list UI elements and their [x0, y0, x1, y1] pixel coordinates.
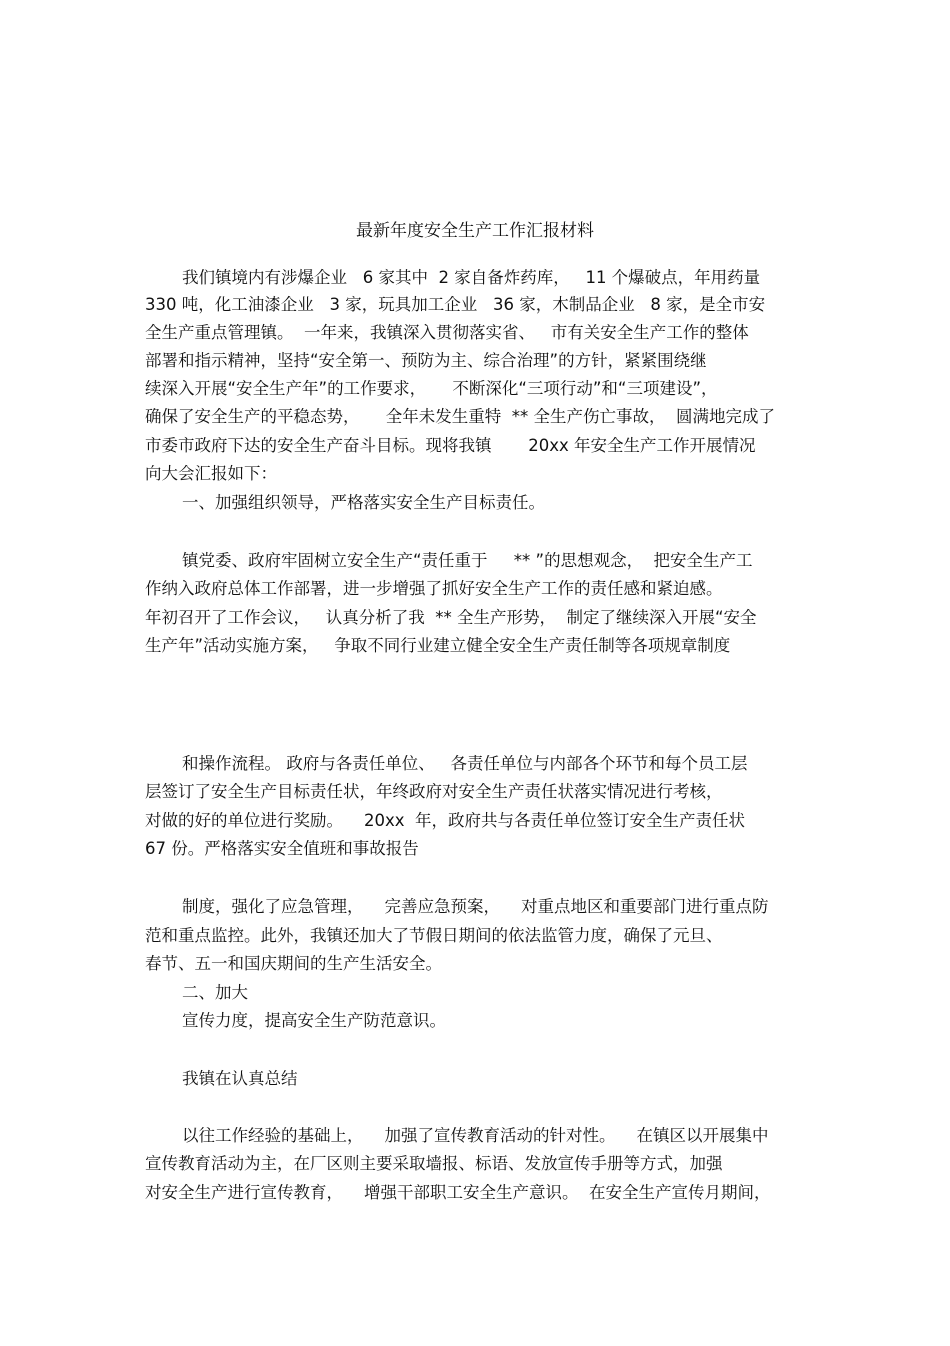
paragraph-line: 向大会汇报如下： [145, 464, 277, 483]
paragraph-line: 对安全生产进行宣传教育， 增强干部职工安全生产意识。 在安全生产宣传月期间， [145, 1183, 771, 1202]
paragraph-line: 层签订了安全生产目标责任状，年终政府对安全生产责任状落实情况进行考核， [145, 782, 723, 801]
paragraph-line: 续深入开展“安全生产年”的工作要求， 不断深化“三项行动”和“三项建设”， [145, 379, 718, 398]
paragraph-line: 全生产重点管理镇。 一年来，我镇深入贯彻落实省、 市有关安全生产工作的整体 [145, 323, 749, 342]
paragraph-line: 确保了安全生产的平稳态势， 全年未发生重特 ** 全生产伤亡事故， 圆满地完成了 [145, 407, 775, 426]
section-heading-continued: 宣传力度，提高安全生产防范意识。 [182, 1011, 446, 1030]
paragraph-line: 67 份。严格落实安全值班和事故报告 [145, 839, 419, 858]
paragraph-line: 我镇在认真总结 [182, 1069, 298, 1088]
paragraph-line: 部署和指示精神，坚持“安全第一、预防为主、综合治理”的方针，紧紧围绕继 [145, 351, 707, 370]
paragraph-line: 我们镇境内有涉爆企业 6 家其中 2 家自备炸药库， 11 个爆破点，年用药量 [182, 268, 761, 287]
paragraph-line: 年初召开了工作会议， 认真分析了我 ** 全生产形势， 制定了继续深入开展“安全 [145, 608, 757, 627]
section-heading: 一、加强组织领导，严格落实安全生产目标责任。 [182, 493, 545, 512]
paragraph-line: 和操作流程。 政府与各责任单位、 各责任单位与内部各个环节和每个员工层 [182, 754, 748, 773]
document-title: 最新年度安全生产工作汇报材料 [356, 221, 594, 241]
paragraph-line: 330 吨，化工油漆企业 3 家，玩具加工企业 36 家，木制品企业 8 家，是全市安 [145, 295, 766, 314]
paragraph-line: 宣传教育活动为主，在厂区则主要采取墙报、标语、发放宣传手册等方式，加强 [145, 1154, 723, 1173]
paragraph-line: 以往工作经验的基础上， 加强了宣传教育活动的针对性。 在镇区以开展集中 [182, 1126, 769, 1145]
paragraph-line: 市委市政府下达的安全生产奋斗目标。现将我镇 20xx 年安全生产工作开展情况 [145, 436, 756, 455]
paragraph-line: 范和重点监控。此外，我镇还加大了节假日期间的依法监管力度，确保了元旦、 [145, 926, 723, 945]
paragraph-line: 制度，强化了应急管理， 完善应急预案， 对重点地区和重要部门进行重点防 [182, 897, 769, 916]
paragraph-line: 对做的好的单位进行奖励。 20xx 年，政府共与各责任单位签订安全生产责任状 [145, 811, 745, 830]
paragraph-line: 镇党委、政府牢固树立安全生产“责任重于 ** ”的思想观念， 把安全生产工 [182, 551, 753, 570]
section-heading: 二、加大 [182, 983, 248, 1002]
paragraph-line: 生产年”活动实施方案， 争取不同行业建立健全安全生产责任制等各项规章制度 [145, 636, 731, 655]
paragraph-line: 春节、五一和国庆期间的生产生活安全。 [145, 954, 442, 973]
paragraph-line: 作纳入政府总体工作部署，进一步增强了抓好安全生产工作的责任感和紧迫感。 [145, 579, 723, 598]
